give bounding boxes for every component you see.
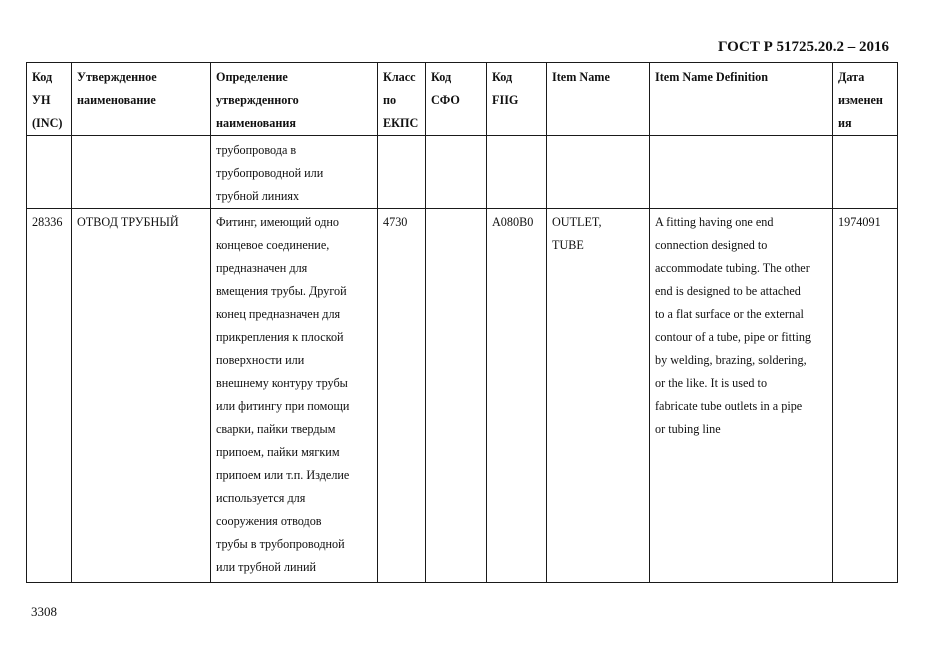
header-change-date: Дата изменен ия [833, 63, 898, 136]
cell-code-sfo [426, 136, 487, 209]
cell-definition-ru: трубопровода в трубопроводной или трубной линиях [211, 136, 378, 209]
header-definition-ru: Определение утвержденного наименования [211, 63, 378, 136]
item-name-table [26, 62, 898, 583]
cell-approved-name: ОТВОД ТРУБНЫЙ [72, 209, 211, 583]
cell-item-name-definition [650, 136, 833, 209]
header-item-name: Item Name [547, 63, 650, 136]
header-item-name-definition: Item Name Definition [650, 63, 833, 136]
cell-change-date: 1974091 [833, 209, 898, 583]
cell-class-ekps [378, 136, 426, 209]
page-number: 3308 [31, 604, 57, 619]
header-code-sfo: Код СФО [426, 63, 487, 136]
table-row [27, 209, 898, 583]
cell-class-ekps: 4730 [378, 209, 426, 583]
cell-code-inc [27, 136, 72, 209]
cell-code-inc: 28336 [27, 209, 72, 583]
cell-code-fiig: A080B0 [487, 209, 547, 583]
cell-item-name [547, 136, 650, 209]
cell-code-fiig [487, 136, 547, 209]
cell-approved-name [72, 136, 211, 209]
header-class-ekps: Класс по ЕКПС [378, 63, 426, 136]
cell-code-sfo [426, 209, 487, 583]
cell-item-name-definition: A fitting having one end connection designed to accommodate tubing. The other end is designed to be attached to a flat surface or the external contour of a tube, pipe or fitting by welding, brazing, soldering, or the like. It is used to fabricate tube outlets in a pipe or tubing line [650, 209, 833, 583]
cell-change-date [833, 136, 898, 209]
document-standard-title: ГОСТ Р 51725.20.2 – 2016 [717, 39, 889, 55]
cell-item-name: OUTLET, TUBE [547, 209, 650, 583]
header-code-inc: Код УН (INC) [27, 63, 72, 136]
header-code-fiig: Код FIIG [487, 63, 547, 136]
cell-definition-ru: Фитинг, имеющий одно концевое соединение, предназначен для вмещения трубы. Другой конец предназначен для прикрепления к плоской поверхности или внешнему контуру трубы или фитингу при помощи сварки, пайки твердым припоем, пайки мягким припоем или т.п. Изделие используется для сооружения отводов трубы в трубопроводной или трубной линий [211, 209, 378, 583]
table-header-row [27, 63, 898, 136]
header-approved-name: Утвержденное наименование [72, 63, 211, 136]
table-row [27, 136, 898, 209]
